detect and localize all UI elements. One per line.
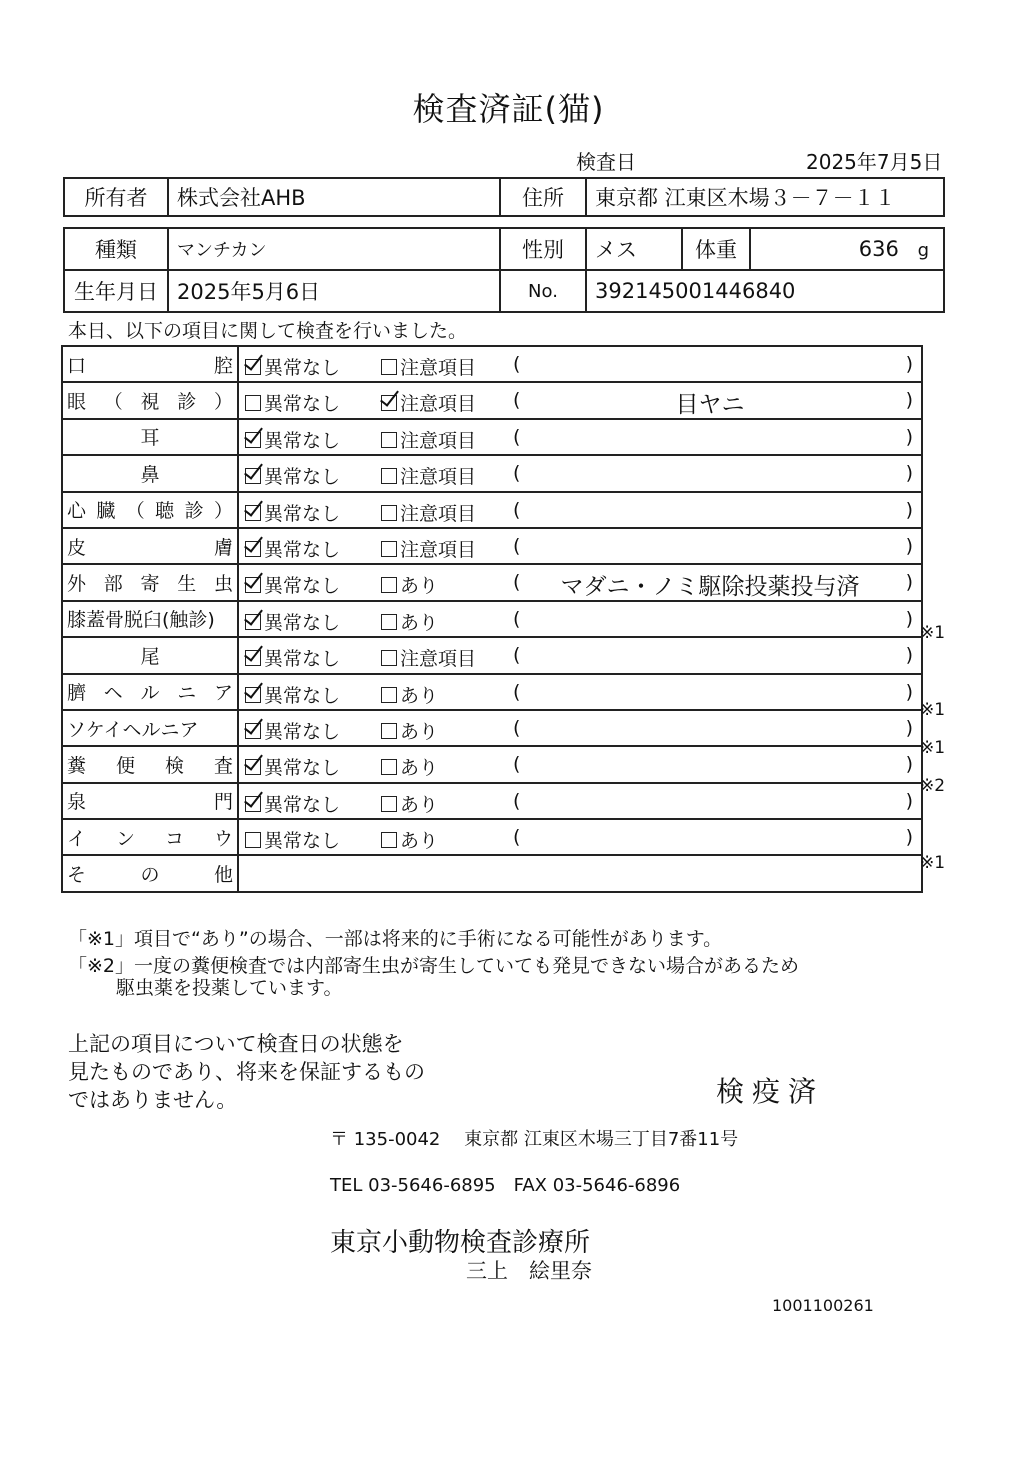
- check-options: [238, 710, 922, 746]
- item-char: ）: [213, 500, 233, 523]
- checkbox-icon[interactable]: [245, 505, 261, 521]
- item-char: 他: [213, 864, 233, 887]
- item-char: 泉: [67, 791, 87, 814]
- option-attention[interactable]: [381, 790, 438, 817]
- check-row: [62, 419, 922, 455]
- option-normal[interactable]: [245, 644, 340, 671]
- quarantine-stamp: 検疫済: [716, 1075, 825, 1108]
- option-label: 注意項目: [400, 393, 477, 416]
- option-label: 注意項目: [400, 429, 477, 452]
- checkbox-icon[interactable]: [381, 759, 397, 775]
- checkbox-icon[interactable]: [245, 687, 261, 703]
- clinic-name: 東京小動物検査診療所: [330, 1228, 591, 1258]
- check-item-name: [62, 528, 238, 564]
- checkbox-icon[interactable]: [245, 650, 261, 666]
- footnote-3: 駆虫薬を投薬しています。: [116, 977, 343, 999]
- close-paren: ): [905, 534, 913, 557]
- animal-table: [63, 227, 945, 313]
- option-label: あり: [400, 684, 439, 707]
- check-row: [62, 601, 922, 637]
- item-char: （: [125, 500, 145, 523]
- open-paren: (: [513, 353, 521, 375]
- option-normal[interactable]: [245, 499, 340, 526]
- checkbox-icon[interactable]: [245, 723, 261, 739]
- open-paren: (: [513, 789, 521, 812]
- item-char: （: [103, 391, 123, 414]
- open-paren: (: [513, 680, 521, 703]
- check-row: [62, 564, 922, 600]
- check-item-name: [62, 346, 238, 382]
- item-char: ニ: [177, 682, 197, 705]
- checkbox-icon[interactable]: [381, 723, 397, 739]
- disclaimer-line: ではありません。: [68, 1088, 238, 1112]
- open-paren: (: [513, 389, 521, 412]
- option-normal[interactable]: [245, 608, 340, 635]
- option-label: あり: [400, 757, 439, 780]
- item-char: 口: [67, 354, 87, 377]
- no-label: No.: [500, 270, 586, 312]
- close-paren: ): [905, 789, 913, 812]
- item-char: ウ: [213, 827, 233, 850]
- item-char: 虫: [213, 573, 233, 596]
- option-label: あり: [400, 720, 439, 743]
- option-attention[interactable]: [381, 571, 438, 598]
- check-options: [238, 637, 922, 673]
- birth-value: 2025年5月6日: [168, 270, 500, 312]
- check-row: [62, 637, 922, 673]
- option-label: 注意項目: [400, 466, 477, 489]
- checkbox-icon[interactable]: [245, 796, 261, 812]
- check-item-name: [62, 492, 238, 528]
- check-row: [62, 819, 922, 855]
- checkbox-icon[interactable]: [245, 359, 261, 375]
- option-label: 異常なし: [264, 648, 341, 671]
- open-paren: (: [513, 753, 521, 776]
- breed-label: 種類: [64, 228, 168, 270]
- open-paren: (: [513, 826, 521, 849]
- item-char: 腔: [213, 354, 233, 377]
- option-label: 異常なし: [264, 466, 341, 489]
- item-char: の: [140, 864, 160, 887]
- item-note: 目ヤニ: [675, 392, 745, 419]
- intro-text: 本日、以下の項目に関して検査を行いました。: [68, 320, 468, 342]
- checkbox-icon[interactable]: [381, 832, 397, 848]
- item-char: 門: [213, 791, 233, 814]
- other-notes[interactable]: [238, 855, 922, 891]
- option-label: 異常なし: [264, 575, 341, 598]
- check-row: [62, 455, 922, 491]
- weight-value: 636: [858, 237, 899, 261]
- item-char: 耳: [140, 427, 160, 450]
- clinic-tel-fax: TEL 03-5646-6895 FAX 03-5646-6896: [330, 1175, 681, 1196]
- check-row: [62, 710, 922, 746]
- document-number: 1001100261: [772, 1296, 874, 1315]
- owner-value: 株式会社AHB: [168, 178, 500, 216]
- check-item-name: [62, 382, 238, 418]
- item-char: 生: [177, 573, 197, 596]
- check-options: [238, 564, 922, 600]
- option-normal[interactable]: [245, 826, 340, 853]
- open-paren: (: [513, 644, 521, 667]
- item-char: ヘ: [103, 682, 123, 705]
- checkbox-icon[interactable]: [245, 395, 261, 411]
- check-row: [62, 783, 922, 819]
- check-item-name: [62, 674, 238, 710]
- disclaimer: [68, 1030, 425, 1114]
- open-paren: (: [513, 534, 521, 557]
- option-label: 異常なし: [264, 393, 341, 416]
- weight-unit: g: [917, 240, 929, 261]
- option-attention[interactable]: [381, 389, 476, 416]
- checkbox-icon[interactable]: [245, 577, 261, 593]
- inspector-name: 三上 絵里奈: [466, 1259, 592, 1283]
- weight-cell: [750, 228, 944, 270]
- close-paren: ): [905, 498, 913, 521]
- check-row: [62, 528, 922, 564]
- option-label: 注意項目: [400, 538, 477, 561]
- check-item-name: [62, 855, 238, 891]
- reference-mark: ※2: [920, 776, 946, 797]
- item-char: 寄: [140, 573, 160, 596]
- owner-label: 所有者: [64, 178, 168, 216]
- check-options: [238, 746, 922, 782]
- item-char: 便: [115, 754, 135, 777]
- check-row: [62, 346, 922, 382]
- check-row-other: [62, 855, 922, 891]
- item-char: 部: [103, 573, 123, 596]
- exam-date-value: 2025年7月5日: [806, 150, 943, 174]
- checkbox-icon[interactable]: [381, 614, 397, 630]
- option-label: 異常なし: [264, 429, 341, 452]
- option-label: 異常なし: [264, 757, 341, 780]
- check-item-name: [62, 419, 238, 455]
- check-options: [238, 528, 922, 564]
- no-value: 392145001446840: [586, 270, 944, 312]
- open-paren: (: [513, 498, 521, 521]
- item-char: 臓: [96, 500, 116, 523]
- reference-mark: ※1: [920, 853, 946, 874]
- item-char: 臍: [67, 682, 87, 705]
- option-normal[interactable]: [245, 535, 340, 562]
- open-paren: (: [513, 716, 521, 739]
- checkbox-icon[interactable]: [245, 468, 261, 484]
- item-char: 心: [67, 500, 87, 523]
- check-item-name: [62, 601, 238, 637]
- clinic-address: 〒 135-0042 東京都 江東区木場三丁目7番11号: [330, 1129, 739, 1150]
- option-normal[interactable]: [245, 353, 340, 380]
- option-attention[interactable]: [381, 681, 438, 708]
- option-label: 異常なし: [264, 684, 341, 707]
- check-options: [238, 455, 922, 491]
- item-note: マダニ・ノミ駆除投薬投与済: [560, 574, 860, 601]
- close-paren: ): [905, 389, 913, 412]
- checkbox-icon[interactable]: [381, 541, 397, 557]
- checkbox-icon[interactable]: [381, 432, 397, 448]
- checkbox-icon[interactable]: [381, 796, 397, 812]
- address-value: 東京都 江東区木場３－７－１１: [586, 178, 944, 216]
- close-paren: ): [905, 462, 913, 485]
- item-char: コ: [164, 827, 184, 850]
- footnote-1: 「※1」項目で“あり”の場合、一部は将来的に手術になる可能性があります。: [68, 928, 723, 950]
- option-label: 注意項目: [400, 648, 477, 671]
- open-paren: (: [513, 425, 521, 448]
- check-options: [238, 601, 922, 637]
- owner-table: [63, 177, 945, 217]
- check-options: [238, 419, 922, 455]
- check-table: [61, 345, 923, 893]
- reference-mark: ※1: [920, 622, 946, 643]
- check-row: [62, 674, 922, 710]
- option-attention[interactable]: [381, 608, 438, 635]
- breed-value: マンチカン: [168, 228, 500, 270]
- check-options: [238, 382, 922, 418]
- check-options: [238, 819, 922, 855]
- item-char: ル: [140, 682, 160, 705]
- disclaimer-line: 見たものであり、将来を保証するもの: [68, 1060, 425, 1084]
- document-title: 検査済証(猫): [412, 90, 605, 128]
- check-item-name: [62, 710, 238, 746]
- item-char: 検: [164, 754, 184, 777]
- reference-mark: ※1: [920, 699, 946, 720]
- checkbox-icon[interactable]: [381, 577, 397, 593]
- open-paren: (: [513, 462, 521, 485]
- checkbox-icon[interactable]: [381, 359, 397, 375]
- option-label: 異常なし: [264, 793, 341, 816]
- check-item-name: [62, 637, 238, 673]
- close-paren: ): [905, 425, 913, 448]
- option-attention[interactable]: [381, 644, 476, 671]
- check-options: [238, 783, 922, 819]
- check-row: [62, 492, 922, 528]
- item-char: ン: [115, 827, 135, 850]
- item-char: 診: [184, 500, 204, 523]
- option-label: 異常なし: [264, 830, 341, 853]
- item-char: 眼: [67, 391, 87, 414]
- checkbox-icon[interactable]: [381, 650, 397, 666]
- close-paren: ): [905, 753, 913, 776]
- item-char: ソケイヘルニア: [67, 718, 199, 741]
- address-label: 住所: [500, 178, 586, 216]
- option-normal[interactable]: [245, 753, 340, 780]
- check-row: [62, 382, 922, 418]
- option-normal[interactable]: [245, 571, 340, 598]
- reference-mark: ※1: [920, 738, 946, 758]
- item-char: ア: [213, 682, 233, 705]
- checkbox-icon[interactable]: [381, 687, 397, 703]
- item-char: 診: [177, 391, 197, 414]
- item-char: 視: [140, 391, 160, 414]
- option-normal[interactable]: [245, 790, 340, 817]
- option-normal[interactable]: [245, 681, 340, 708]
- sex-label: 性別: [500, 228, 586, 270]
- option-label: 注意項目: [400, 502, 477, 525]
- close-paren: ): [905, 716, 913, 739]
- footnote-2: 「※2」一度の糞便検査では内部寄生虫が寄生していても発見できない場合があるため: [68, 955, 800, 977]
- option-label: あり: [400, 575, 439, 598]
- close-paren: ): [905, 607, 913, 630]
- option-attention[interactable]: [381, 826, 438, 853]
- checkbox-icon[interactable]: [381, 468, 397, 484]
- item-char: 査: [213, 754, 233, 777]
- check-item-name: [62, 783, 238, 819]
- item-char: 外: [67, 573, 87, 596]
- check-item-name: [62, 564, 238, 600]
- exam-date-label: 検査日: [576, 150, 636, 174]
- item-char: 尾: [140, 645, 160, 668]
- option-label: 異常なし: [264, 538, 341, 561]
- close-paren: ): [905, 826, 913, 849]
- checkbox-icon[interactable]: [245, 759, 261, 775]
- check-options: [238, 674, 922, 710]
- option-attention[interactable]: [381, 753, 438, 780]
- option-attention[interactable]: [381, 535, 476, 562]
- check-options: [238, 346, 922, 382]
- item-char: 膝蓋骨脱臼(触診): [67, 609, 215, 632]
- option-attention[interactable]: [381, 426, 476, 453]
- option-normal[interactable]: [245, 389, 340, 416]
- checkbox-icon[interactable]: [381, 505, 397, 521]
- item-char: 皮: [67, 536, 87, 559]
- weight-label: 体重: [682, 228, 750, 270]
- option-label: 注意項目: [400, 357, 477, 379]
- item-char: そ: [67, 864, 87, 887]
- option-attention[interactable]: [381, 717, 438, 744]
- item-char: 膚: [213, 536, 233, 559]
- item-char: イ: [67, 827, 87, 850]
- checkbox-icon[interactable]: [245, 541, 261, 557]
- item-char: 聴: [155, 500, 175, 523]
- checkbox-icon[interactable]: [381, 395, 397, 411]
- check-options: [238, 492, 922, 528]
- item-char: 糞: [67, 754, 87, 777]
- option-label: あり: [400, 793, 439, 816]
- close-paren: ): [905, 680, 913, 703]
- close-paren: ): [905, 353, 913, 375]
- open-paren: (: [513, 571, 521, 594]
- close-paren: ): [905, 644, 913, 667]
- option-label: 異常なし: [264, 502, 341, 525]
- item-char: 鼻: [140, 463, 160, 486]
- option-label: あり: [400, 611, 439, 634]
- option-label: 異常なし: [264, 357, 341, 379]
- open-paren: (: [513, 607, 521, 630]
- checkbox-icon[interactable]: [245, 832, 261, 848]
- option-normal[interactable]: [245, 426, 340, 453]
- check-item-name: [62, 455, 238, 491]
- option-attention[interactable]: [381, 353, 476, 380]
- option-normal[interactable]: [245, 462, 340, 489]
- option-attention[interactable]: [381, 499, 476, 526]
- item-char: ）: [213, 391, 233, 414]
- check-row: [62, 746, 922, 782]
- option-label: あり: [400, 830, 439, 853]
- checkbox-icon[interactable]: [245, 432, 261, 448]
- sex-value: メス: [586, 228, 682, 270]
- check-item-name: [62, 819, 238, 855]
- disclaimer-line: 上記の項目について検査日の状態を: [68, 1032, 404, 1056]
- checkbox-icon[interactable]: [245, 614, 261, 630]
- option-normal[interactable]: [245, 717, 340, 744]
- option-label: 異常なし: [264, 611, 341, 634]
- option-label: 異常なし: [264, 720, 341, 743]
- option-attention[interactable]: [381, 462, 476, 489]
- close-paren: ): [905, 571, 913, 594]
- check-item-name: [62, 746, 238, 782]
- birth-label: 生年月日: [64, 270, 168, 312]
